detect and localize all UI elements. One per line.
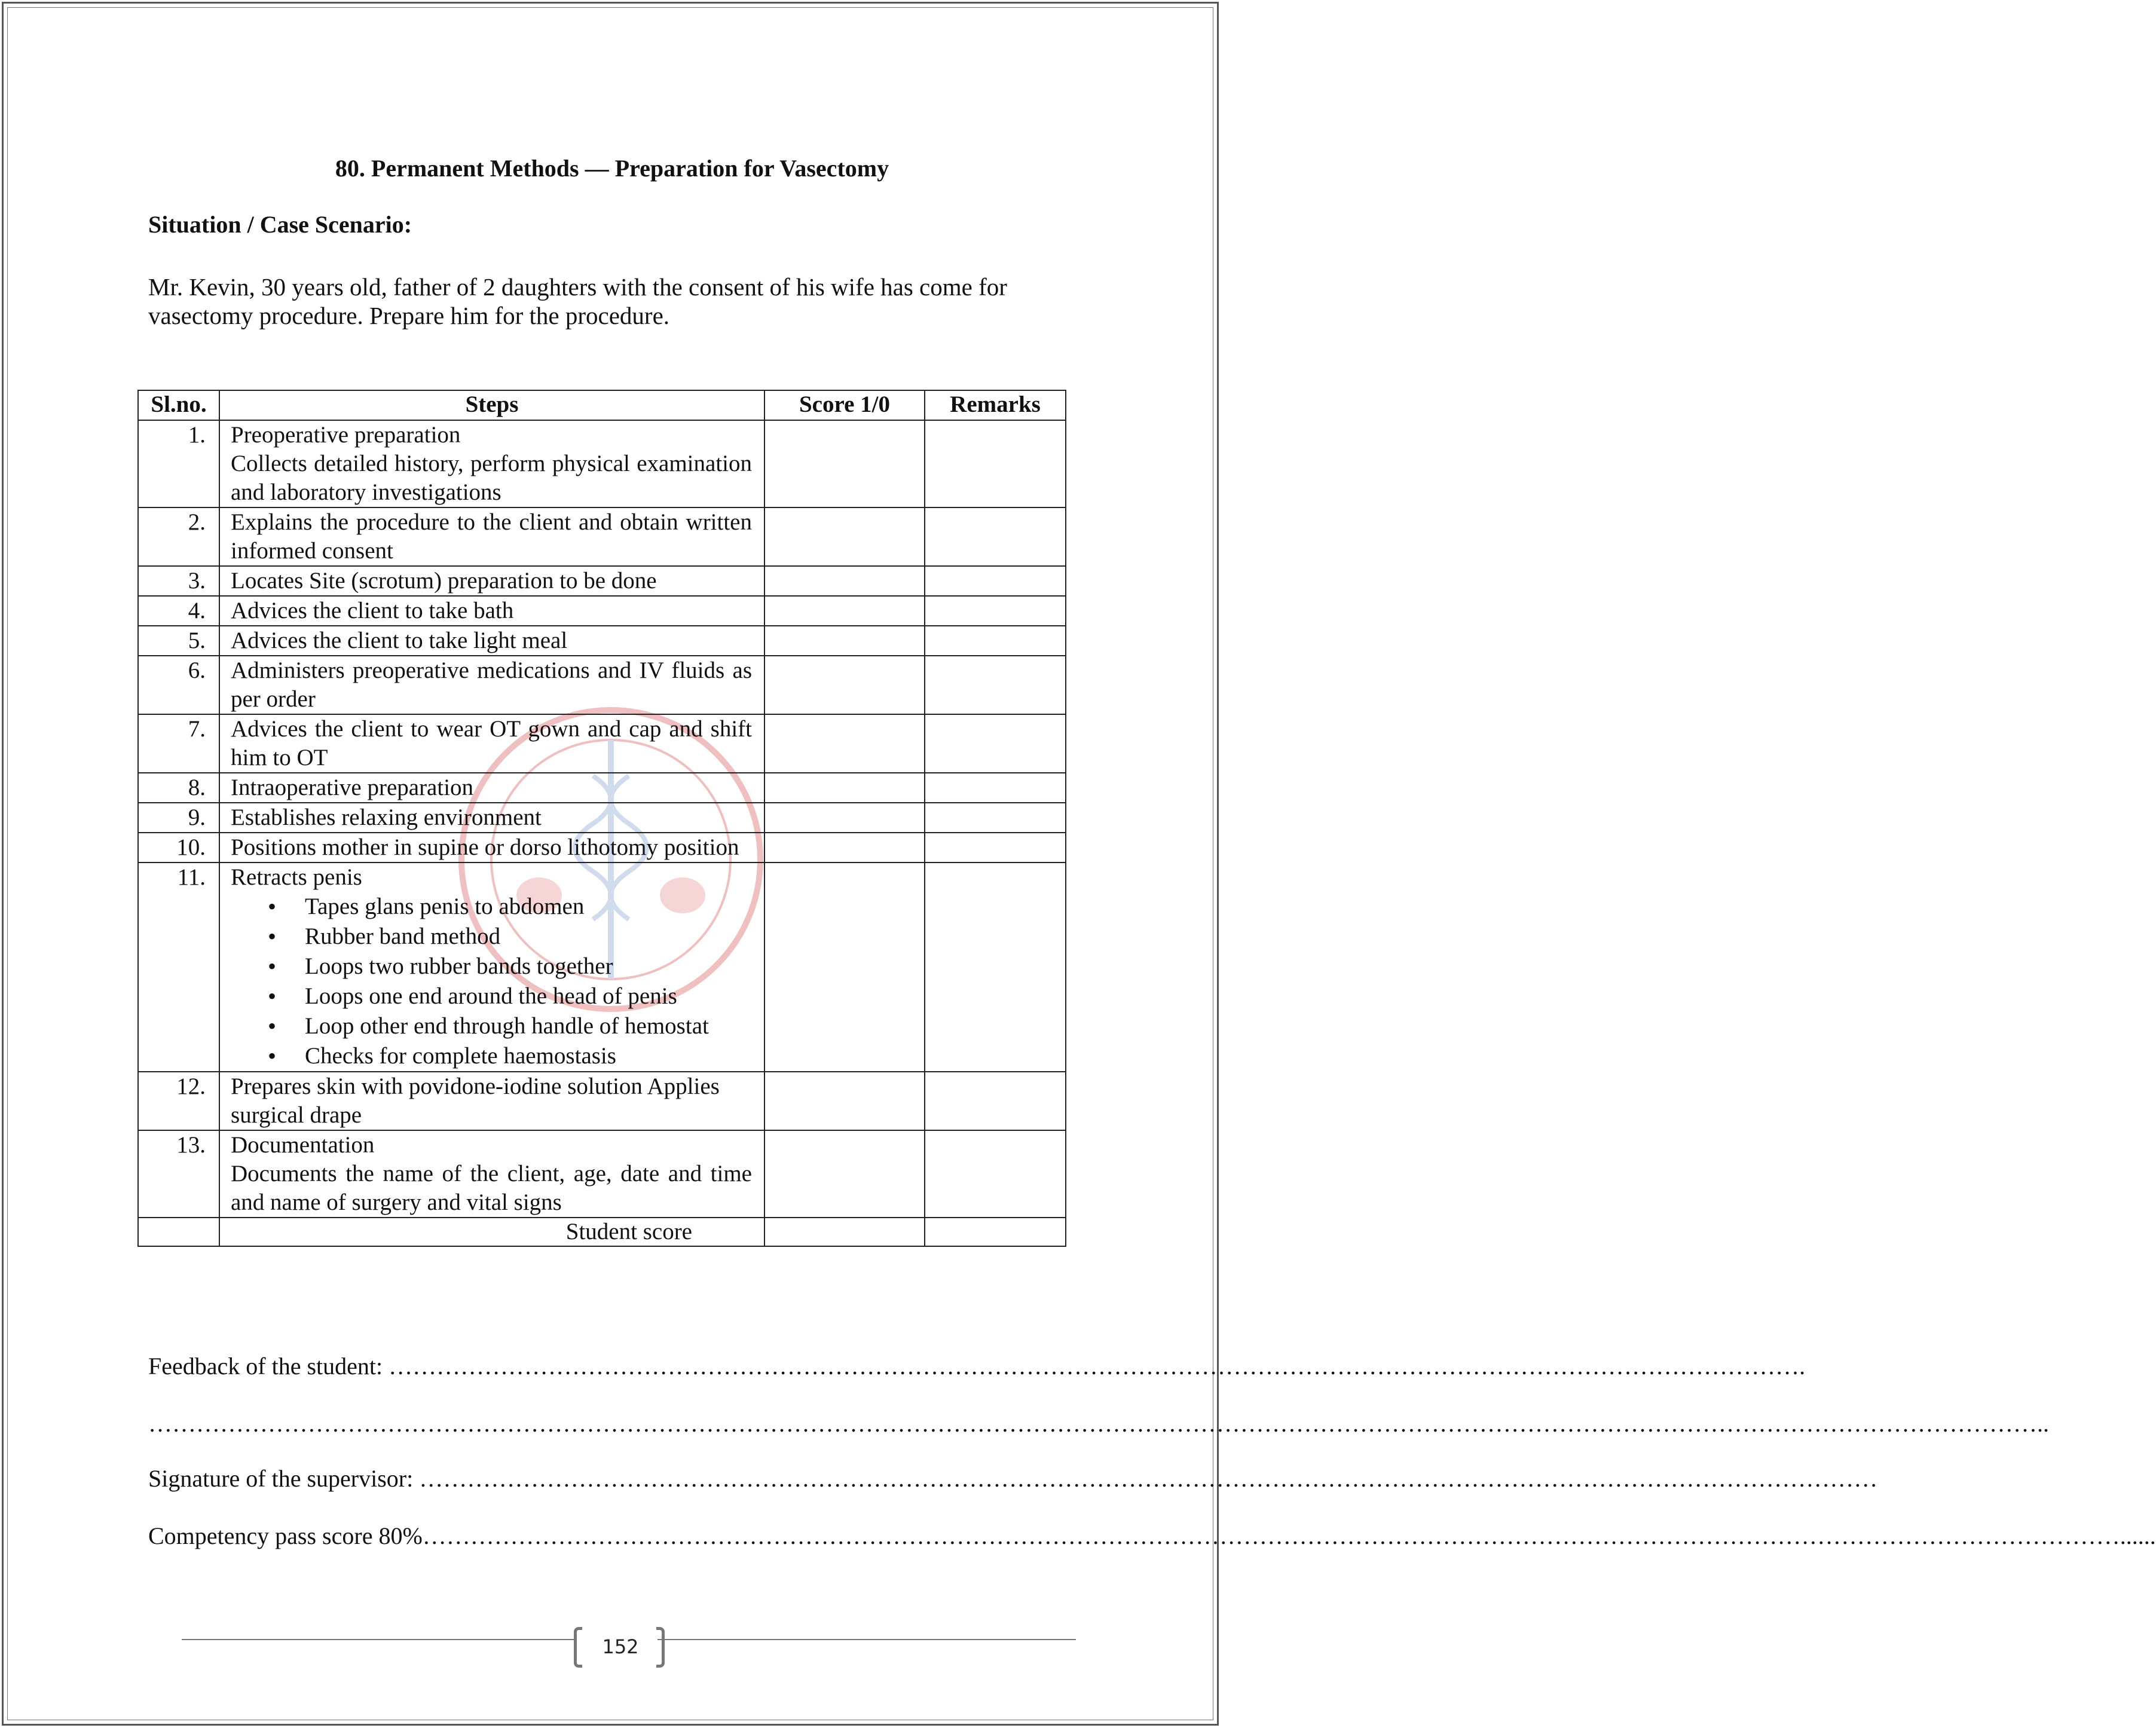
step-cell: Locates Site (scrotum) preparation to be done [219,566,764,596]
score-cell[interactable] [764,833,925,863]
row-number: 11. [138,863,219,1072]
total-number-cell [138,1218,219,1246]
student-feedback-field[interactable]: Feedback of the student: ……………………………………………………………………………………………………………………………………………………………. [148,1353,1806,1380]
table-row [138,626,1066,656]
step-cell: Explains the procedure to the client and obtain written informed consent [219,507,764,566]
score-cell[interactable] [764,656,925,714]
table-row [138,420,1066,507]
student-score-label: Student score [219,1218,764,1246]
row-number: 1. [138,420,219,507]
table-row [138,596,1066,626]
table-row [138,566,1066,596]
score-cell[interactable] [764,863,925,1072]
remarks-cell[interactable] [925,833,1066,863]
step-cell: Advices the client to wear OT gown and cap and shift him to OT [219,714,764,773]
step-cell: Administers preoperative medications and IV fluids as per order [219,656,764,714]
header-score: Score 1/0 [764,390,925,420]
total-row [138,1218,1066,1246]
step-bullet-list [231,892,752,1071]
page-title: 80. Permanent Methods — Preparation for Vasectomy [335,155,889,182]
score-cell[interactable] [764,773,925,803]
competency-checklist-table [137,390,1066,1247]
row-number: 7. [138,714,219,773]
row-number: 13. [138,1130,219,1218]
remarks-cell[interactable] [925,773,1066,803]
step-cell: Establishes relaxing environment [219,803,764,833]
footer-rule-left [182,1639,576,1640]
step-heading: Preoperative preparation [231,422,461,448]
row-number: 3. [138,566,219,596]
score-cell[interactable] [764,803,925,833]
table-row [138,656,1066,714]
list-item: • Loops one end around the head of penis [231,981,752,1011]
row-number: 8. [138,773,219,803]
score-cell[interactable] [764,566,925,596]
score-cell[interactable] [764,507,925,566]
step-detail: Documents the name of the client, age, date and time and name of surgery and vital signs [231,1161,752,1215]
case-scenario-text: Mr. Kevin, 30 years old, father of 2 daughters with the consent of his wife has come for vasectomy procedure. Prepare him for the procedure. [148,273,1007,329]
feedback-continuation-line[interactable]: ………………………………………………………………………………………………………………………………………………………………………………………………………………….. [148,1410,2049,1437]
remarks-cell[interactable] [925,1130,1066,1218]
supervisor-signature-field[interactable]: Signature of the supervisor: ………………………………………………………………………………………………………………………………………………………………… [148,1465,1878,1492]
table-row [138,863,1066,1072]
remarks-cell[interactable] [925,507,1066,566]
remarks-cell[interactable] [925,596,1066,626]
row-number: 5. [138,626,219,656]
row-number: 6. [138,656,219,714]
table-row [138,507,1066,566]
table-row [138,1130,1066,1218]
total-score-cell[interactable] [764,1218,925,1246]
list-item: • Checks for complete haemostasis [231,1041,752,1071]
step-cell: Advices the client to take light meal [219,626,764,656]
row-number: 9. [138,803,219,833]
list-item: • Rubber band method [231,922,752,952]
total-remarks-cell[interactable] [925,1218,1066,1246]
list-item: • Loops two rubber bands together [231,952,752,981]
situation-heading: Situation / Case Scenario: [148,211,412,238]
remarks-cell[interactable] [925,863,1066,1072]
step-cell: Positions mother in supine or dorso lithotomy position [219,833,764,863]
remarks-cell[interactable] [925,566,1066,596]
table-row [138,1072,1066,1130]
table-row [138,714,1066,773]
page-number-bracket-right [656,1627,665,1668]
table-row [138,803,1066,833]
table-row [138,773,1066,803]
remarks-cell[interactable] [925,1072,1066,1130]
step-cell [219,420,764,507]
step-cell [219,1130,764,1218]
row-number: 12. [138,1072,219,1130]
step-heading: Retracts penis [231,864,362,890]
score-cell[interactable] [764,1130,925,1218]
step-cell [219,863,764,1072]
row-number: 4. [138,596,219,626]
score-cell[interactable] [764,596,925,626]
page-number: 152 [602,1635,639,1658]
page-number-bracket-left [574,1627,582,1668]
remarks-cell[interactable] [925,656,1066,714]
list-item: • Loop other end through handle of hemostat [231,1011,752,1041]
score-cell[interactable] [764,1072,925,1130]
step-cell: Prepares skin with povidone-iodine solution Applies surgical drape [219,1072,764,1130]
header-slno: Sl.no. [138,390,219,420]
competency-pass-score: Competency pass score 80%……………………………………………………………………………………………………………………………………………………………………………………………...... [148,1522,2156,1549]
footer-rule-right [657,1639,1076,1640]
table-row [138,833,1066,863]
remarks-cell[interactable] [925,626,1066,656]
score-cell[interactable] [764,420,925,507]
score-cell[interactable] [764,626,925,656]
header-remarks: Remarks [925,390,1066,420]
row-number: 2. [138,507,219,566]
remarks-cell[interactable] [925,803,1066,833]
list-item: • Tapes glans penis to abdomen [231,892,752,922]
row-number: 10. [138,833,219,863]
step-heading: Documentation [231,1132,375,1158]
step-cell: Advices the client to take bath [219,596,764,626]
score-cell[interactable] [764,714,925,773]
step-detail: Collects detailed history, perform physical examination and laboratory investigations [231,451,752,505]
remarks-cell[interactable] [925,714,1066,773]
remarks-cell[interactable] [925,420,1066,507]
step-cell: Intraoperative preparation [219,773,764,803]
header-steps: Steps [219,390,764,420]
table-header-row [138,390,1066,420]
